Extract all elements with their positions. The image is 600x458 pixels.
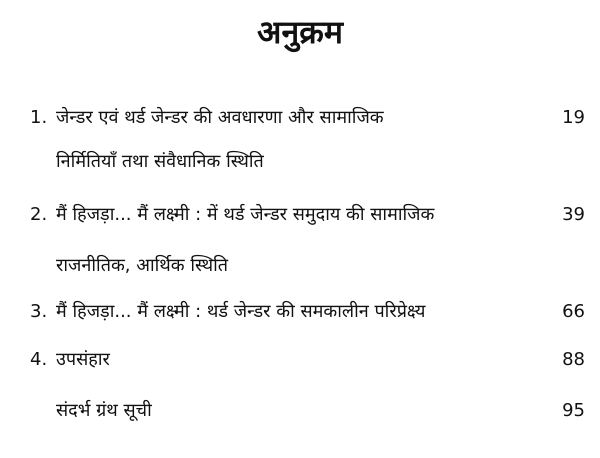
toc-entry-2 [30,200,585,230]
toc-entry-number: 2. [30,204,48,225]
toc-entry-title: उपसंहार [56,349,110,370]
toc-entry-number: 3. [30,301,48,322]
toc-entry-page: 88 [562,349,585,370]
toc-entry-number: 4. [30,349,48,370]
toc-entry-number: 1. [30,107,48,128]
toc-entry-references [30,396,585,426]
page-title: अनुक्रम [257,13,343,51]
toc-entry-page: 19 [562,107,585,128]
toc-entry-page: 95 [562,400,585,421]
toc-entry-page: 39 [562,204,585,225]
toc-entry-title: मैं हिजड़ा... मैं लक्ष्मी : थर्ड जेन्डर की समकालीन परिप्रेक्ष्य [56,301,426,322]
toc-entry-title-continued: निर्मितियाँ तथा संवैधानिक स्थिति [56,151,264,172]
toc-entry-title-continued: राजनीतिक, आर्थिक स्थिति [56,255,229,276]
toc-entry-page: 66 [562,301,585,322]
toc-entry-4 [30,345,585,375]
toc-entry-title: संदर्भ ग्रंथ सूची [56,400,152,421]
toc-entry-3 [30,297,585,327]
toc-entry-title: जेन्डर एवं थर्ड जेन्डर की अवधारणा और सामाजिक [56,107,384,128]
toc-entry-1 [30,103,585,133]
toc-entry-title: मैं हिजड़ा... मैं लक्ष्मी : में थर्ड जेन्डर समुदाय की सामाजिक [56,204,435,225]
